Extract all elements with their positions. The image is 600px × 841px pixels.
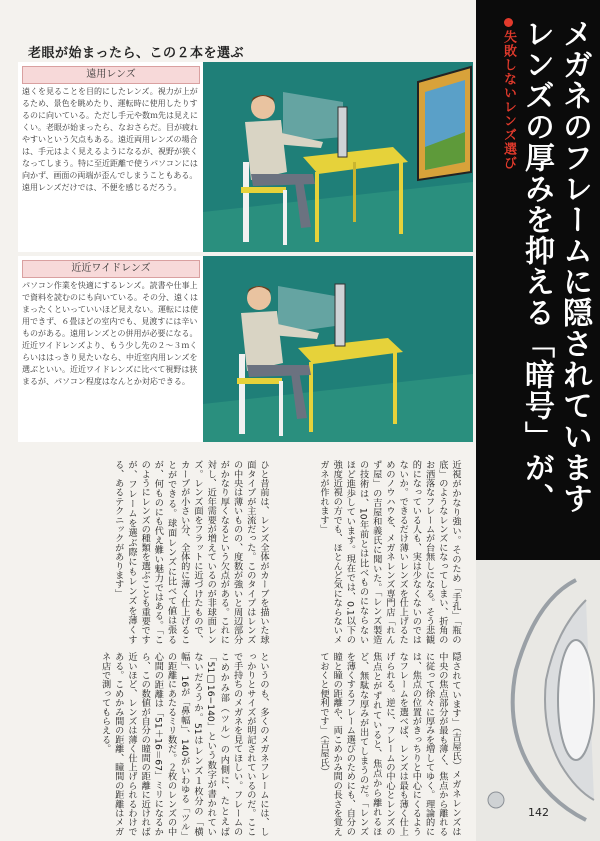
lens-box-near-wide — [18, 256, 473, 442]
body-column-2: ひと昔前は、レンズ全体がカーブを描いた球面タイプが主流だった。このタイプはレンズの中央は薄いものの、度数が強いと周辺部分がかなり厚くなるという欠点がある。これに対し、近年需要が増えているのが非球面レンズ。レンズ面をフラットに近づけたもので、カーブが小さい分、全体的に薄く仕上げることができる。球面レンズに比べて値は張るが、何ものにも代え難い魅力ではある。「このようにレンズの種類を選ぶことも重要ですが、フレームを選ぶ際にもレンズを薄くする、あるテクニックがあります」 — [112, 460, 269, 644]
lens-box-distance — [18, 62, 473, 252]
kicker — [499, 18, 518, 170]
bullet-dot-icon — [504, 18, 513, 27]
body-column-3: 隠されています」（吉屋氏）メガネレンズは中央の焦点部分が最も薄く、焦点から離れるに従って徐々に厚みを増してゆく。理論的には、焦点の位置がきっちりと中心にくるようなフレームを選べば、レンズは最も薄く仕上げられる。逆に、フレームの中心とレンズの焦点とがずれていると、焦点から離れるほど、無駄な厚みが出てしまうのだ。「レンズを薄くするフレーム選びのためにも、自分の瞳と瞳の距離や、両こめかみ間の長さを覚えておくと便利です」（吉屋氏） — [317, 652, 461, 836]
illustration-desk-distance — [203, 62, 473, 252]
body-column-1: 近視がかなり強い。そのため「手孔」「瓶の底」のようなレンズになってしまい、折角のお洒落なフレームが台無しになる。そう悲観的になっている人も、実は少なくないのではないか。できるだけ薄いレンズを仕上げるためのノウハウを、メガネレンズ専門店「れんず屋」の吉屋和義氏に聞いた。「レンズ製造の技術は、10年前とは比べものにならないほど進歩しています。現在では、0.1以下の強度近視の方でも、ほとんど気にならないメガネが作れます」 — [317, 460, 461, 644]
illustration-desk-near — [203, 256, 473, 442]
page-number: 142 — [528, 806, 549, 819]
page-title: 老眼が始まったら、この２本を選ぶ — [28, 46, 245, 61]
body-column-4: というのも、多くのメガネフレームには、しっかりとサイズが明記されているのだ。ここで手持ちのメガネを見てほしい。フレームのこめかみ部（ツル）の内側に、たとえば「51□16−140」という数字が書かれていないだろうか。51はレンズ１枚分の「横幅」、16が「鼻幅」、140がいわゆる「ツル」の距離にあたるミリ数だ。２枚のレンズの中心間の距離は「51＋16＝67」ミリになるから、この数値が自分の瞳間の距離に近ければ近いほど、レンズは薄く仕上げられるわけである。こめかみ間の距離、瞳間の距離はメガネ店で測ってもらえる。 — [99, 652, 269, 836]
eyeglasses-photo — [476, 560, 600, 841]
headline-line-2: メガネのフレームに隠されています — [557, 18, 592, 514]
lens-description: 遠くを見ることを目的にしたレンズ。視力が上がるため、景色を眺めたり、運転時に使用したりするのに向いている。ただし手元や数ｍ先は見えにくい。老眼が始まったら、なおさらだ。目が疲れやすいという欠点もある。遠近両用レンズの場合は、手元はよく見えるようになるが、視野が狭くなってしまう。特に至近距離で使うパソコンには向かず、画面の両端が歪んでしまうこともある。遠用レンズだけでは、不便を感じるだろう。 — [22, 87, 198, 192]
lens-tag: 近近ワイドレンズ — [22, 260, 200, 278]
lens-tag: 遠用レンズ — [22, 66, 200, 84]
lens-description: パソコン作業を快適にするレンズ。読書や仕事上で資料を読むのにも向いている。その分、遠くはまったくといっていいほど見えない。運転には使用できず、６畳ほどの室内でも、見渡すには辛いものがある。遠用レンズとの併用が必要になる。近近ワイドレンズより、もう少し先の２〜３ｍくらいははっきり見たいなら、中近室内用レンズを選ぶといい。近近ワイドレンズに比べて視野は狭まるが、パソコン程度はなんとか対応できる。 — [22, 281, 198, 386]
title-band — [476, 0, 600, 560]
kicker-text: 失敗しないレンズ選び — [501, 30, 516, 170]
headline-line-1: レンズの厚みを抑える「暗号」が、 — [519, 18, 554, 514]
